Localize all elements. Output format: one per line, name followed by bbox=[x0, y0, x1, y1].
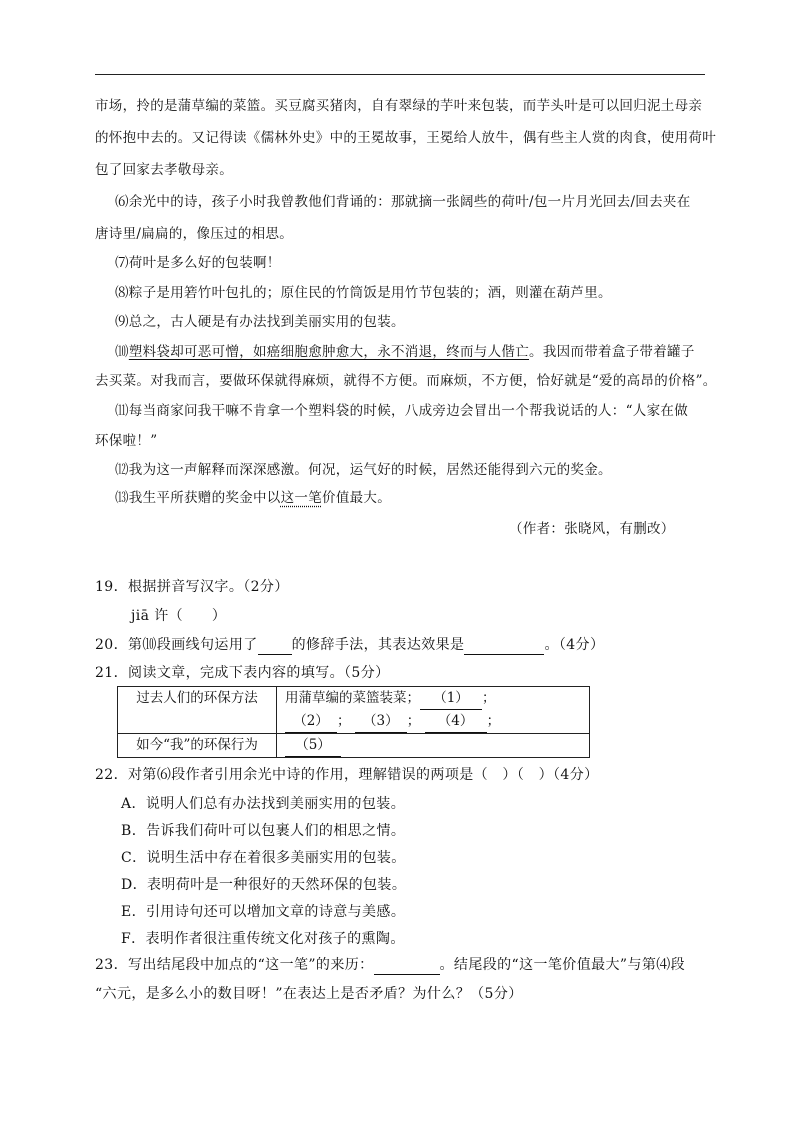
separator: ； bbox=[486, 713, 501, 729]
answer-blank[interactable] bbox=[258, 636, 292, 655]
answer-blank[interactable] bbox=[374, 956, 440, 975]
separator: ； bbox=[406, 713, 421, 729]
paragraph-11-line: 环保啦！” bbox=[95, 433, 158, 449]
attribution: （作者：张晓风，有删改） bbox=[509, 521, 675, 537]
question-19-pinyin: jiā 许（ ） bbox=[131, 608, 227, 624]
paragraph-12: ⑿我为这一声解释而深深感激。何况，运气好的时候，居然还能得到六元的奖金。 bbox=[115, 462, 612, 478]
question-text: 的修辞手法，其表达效果是 bbox=[291, 637, 465, 653]
dotted-phrase: 这一笔 bbox=[280, 490, 323, 506]
option-c[interactable]: C．说明生活中存在着很多美丽实用的包装。 bbox=[121, 850, 406, 866]
question-19: 19．根据拼音写汉字。（2分） bbox=[95, 579, 289, 595]
paragraph-13 bbox=[115, 489, 391, 507]
paragraph-text: 。我因而带着盒子带着罐子 bbox=[529, 344, 695, 360]
paragraph-number: ⑽ bbox=[115, 344, 129, 360]
cell-text: 用蒲草编的菜篮装菜； bbox=[285, 690, 420, 706]
question-22: 22．对第⑹段作者引用余光中诗的作用，理解错误的两项是（ ）（ ）（4分） bbox=[95, 767, 599, 783]
question-text: 23．写出结尾段中加点的“这一笔”的来历： bbox=[95, 957, 374, 973]
paragraph-10-line: 去买菜。对我而言，要做环保就得麻烦，就得不方便。而麻烦，不方便，恰好就是“爱的高昂的价格”。 bbox=[95, 373, 717, 389]
question-text: 。（4分） bbox=[544, 637, 605, 653]
passage-line: 的怀抱中去的。又记得读《儒林外史》中的王冕故事，王冕给人放牛，偶有些主人赏的肉食，使用荷叶 bbox=[95, 130, 716, 146]
question-text: 20．第⑽段画线句运用了 bbox=[95, 637, 258, 653]
answer-blank[interactable]: （2） bbox=[285, 710, 337, 733]
question-20 bbox=[95, 636, 604, 655]
option-f[interactable]: F．表明作者很注重传统文化对孩子的熏陶。 bbox=[121, 931, 405, 947]
paragraph-8: ⑻粽子是用箬竹叶包扎的；原住民的竹筒饭是用竹节包装的；酒，则灌在葫芦里。 bbox=[115, 285, 612, 301]
header-rule bbox=[95, 74, 705, 75]
passage-line: 市场，拎的是蒲草编的菜篮。买豆腐买猪肉，自有翠绿的芋叶来包装，而芋头叶是可以回归泥土母亲 bbox=[95, 98, 703, 114]
option-b[interactable]: B．告诉我们荷叶可以包裹人们的相思之情。 bbox=[121, 823, 406, 839]
paragraph-11-line: ⑾每当商家问我干嘛不肯拿一个塑料袋的时候，八成旁边会冒出一个帮我说话的人：“人家在做 bbox=[115, 403, 688, 419]
paragraph-10-line bbox=[115, 343, 695, 361]
option-e[interactable]: E．引用诗句还可以增加文章的诗意与美感。 bbox=[121, 904, 406, 920]
paragraph-9: ⑼总之，古人硬是有办法找到美丽实用的包装。 bbox=[115, 314, 405, 330]
answer-blank[interactable]: （5） bbox=[285, 734, 341, 757]
table-cell bbox=[277, 734, 590, 758]
option-a[interactable]: A．说明人们总有办法找到美丽实用的包装。 bbox=[121, 796, 406, 812]
question-23-line2: “六元，是多么小的数目呀！”在表达上是否矛盾？为什么？（5分） bbox=[95, 986, 523, 1002]
option-d[interactable]: D．表明荷叶是一种很好的天然环保的包装。 bbox=[121, 877, 407, 893]
answer-blank[interactable]: （4） bbox=[425, 710, 487, 733]
fill-table bbox=[117, 686, 590, 758]
paragraph-text: 价值最大。 bbox=[322, 490, 392, 506]
question-23 bbox=[95, 956, 685, 975]
underlined-sentence: 塑料袋却可恶可憎，如癌细胞愈肿愈大，永不消退，终而与人偕亡 bbox=[128, 344, 530, 360]
table-cell bbox=[277, 687, 590, 734]
answer-blank[interactable]: （3） bbox=[355, 710, 407, 733]
separator: ； bbox=[482, 690, 496, 706]
answer-blank[interactable] bbox=[464, 636, 544, 655]
question-21: 21．阅读文章，完成下表内容的填写。（5分） bbox=[95, 665, 390, 681]
paragraph-7: ⑺荷叶是多么好的包装啊！ bbox=[115, 255, 281, 271]
separator: ； bbox=[337, 713, 351, 729]
answer-blank[interactable]: （1） bbox=[420, 687, 482, 710]
paragraph-text: ⒀我生平所获赠的奖金中以 bbox=[115, 490, 281, 506]
passage-line: 包了回家去孝敬母亲。 bbox=[95, 162, 233, 178]
table-row-label: 如今“我”的环保行为 bbox=[118, 734, 277, 758]
paragraph-6-line: ⑹余光中的诗，孩子小时我曾教他们背诵的：那就摘一张阔些的荷叶/包一片月光回去/回去夹在 bbox=[115, 194, 691, 210]
table-row-label: 过去人们的环保方法 bbox=[118, 687, 277, 734]
question-text: 。结尾段的“这一笔价值最大”与第⑷段 bbox=[439, 957, 686, 973]
paragraph-6-line: 唐诗里/扁扁的，像压过的相思。 bbox=[95, 226, 294, 242]
